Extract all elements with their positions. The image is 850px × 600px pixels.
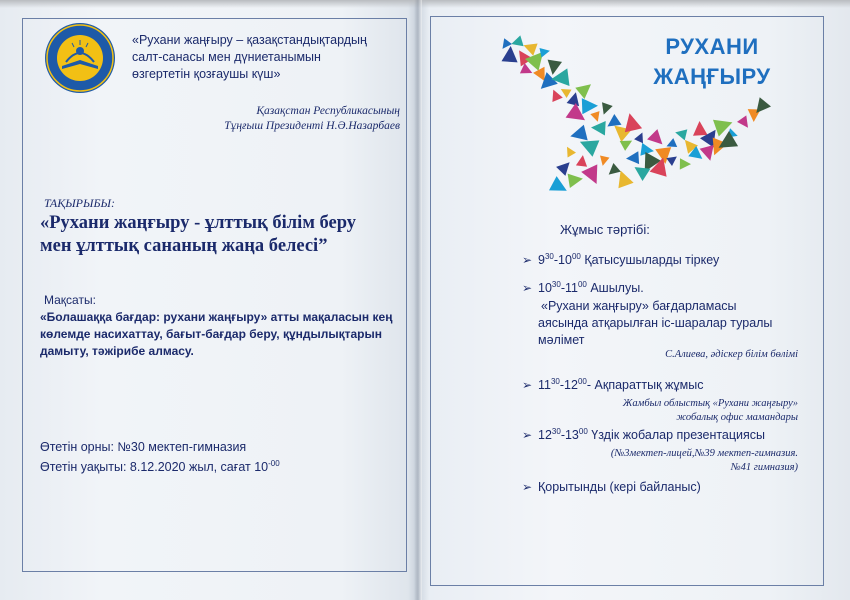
schedule-item xyxy=(522,279,644,297)
author-line: Қазақстан Республикасының xyxy=(256,105,400,117)
time-start-hour: 11 xyxy=(538,378,551,392)
time-end-hour: -13 xyxy=(560,428,579,442)
schedule-item xyxy=(522,376,704,394)
time-start-hour: 12 xyxy=(538,428,552,442)
bird-tile xyxy=(549,176,567,191)
event-venue: Өтетін орны: №30 мектеп-гимназия xyxy=(40,440,247,454)
arrow-bullet-icon: ➢ xyxy=(522,253,533,267)
bird-tile xyxy=(582,98,598,114)
bird-tile xyxy=(602,102,613,114)
schedule-text: Ашылуы. xyxy=(586,281,644,295)
bird-tile xyxy=(680,158,691,169)
ministry-logo xyxy=(44,22,116,94)
time-start-min: 30 xyxy=(544,251,554,261)
detail-line: «Рухани жаңғыру» бағдарламасы xyxy=(541,299,737,313)
time-end-min: 00 xyxy=(571,251,581,261)
note-line: Жамбыл облыстық «Рухани жаңғыру» xyxy=(622,398,798,409)
bird-tile xyxy=(675,129,687,140)
schedule-item xyxy=(522,426,766,444)
bird-tile xyxy=(524,44,538,56)
president-quote xyxy=(132,32,402,83)
bird-tile xyxy=(600,156,610,166)
bird-tile xyxy=(634,133,643,144)
opening-detail xyxy=(538,298,808,349)
bird-tile xyxy=(666,157,677,167)
bird-tile xyxy=(502,46,518,62)
schedule-item-closing xyxy=(522,479,701,496)
bird-tile xyxy=(548,60,562,75)
bird-tile xyxy=(618,171,633,189)
quote-author xyxy=(200,104,400,134)
brand-title xyxy=(612,32,812,92)
author-line: Тұңғыш Президенті Н.Ә.Назарбаев xyxy=(224,120,400,132)
time-start-min: 30 xyxy=(550,376,560,386)
time-start-min: 30 xyxy=(551,279,561,289)
bird-tile xyxy=(568,174,583,188)
time-end-hour: -11 xyxy=(560,281,578,295)
schedule-text: Қатысушыларды тіркеу xyxy=(580,253,720,267)
bird-tile xyxy=(580,140,600,156)
quote-line: өзгертетін қозғаушы күш» xyxy=(132,67,281,81)
topic-title xyxy=(40,212,400,258)
bird-tile xyxy=(667,138,678,147)
arrow-bullet-icon: ➢ xyxy=(522,480,533,494)
bird-tile xyxy=(647,129,662,144)
bird-tile xyxy=(570,125,587,141)
datetime-minutes: -00 xyxy=(268,458,280,468)
time-start-hour: 9 xyxy=(538,253,545,267)
schedule-title: Жұмыс тәртібі: xyxy=(560,222,650,237)
note-line: №41 гимназия) xyxy=(730,462,798,473)
time-end-min: 00 xyxy=(577,376,587,386)
note-line: (№3мектеп-лицей,№39 мектеп-гимназия. xyxy=(610,448,798,459)
time-end-hour: -10 xyxy=(553,253,572,267)
goal-label: Мақсаты: xyxy=(44,293,96,307)
center-fold xyxy=(414,0,422,600)
bird-tile xyxy=(625,113,642,132)
note-line: жобалық офис мамандары xyxy=(676,412,798,423)
bird-tile xyxy=(693,121,708,136)
quote-line: салт-санасы мен дүниетанымын xyxy=(132,50,321,64)
bird-tile xyxy=(567,147,576,158)
bird-tile xyxy=(591,121,606,136)
bird-tile xyxy=(607,114,621,127)
time-start-min: 30 xyxy=(551,426,561,436)
bird-tile xyxy=(561,89,572,98)
bird-tile xyxy=(756,97,771,113)
goal-text: «Болашаққа бағдар: рухани жаңғыру» атты мақаласын кең көлемде насихаттау, бағыт-бағдар беру, құндылықтарын дамыту, тәжірибе алмасу. xyxy=(40,310,393,358)
bird-tile xyxy=(556,162,570,176)
schedule-text: - Ақпараттық жұмыс xyxy=(586,378,704,392)
quote-line: «Рухани жаңғыру – қазақстандықтардың xyxy=(132,33,367,47)
bird-tile xyxy=(581,164,597,184)
schedule-text: Қорытынды (кері байланыс) xyxy=(538,480,701,494)
paper-shadow xyxy=(0,0,850,8)
bird-tile xyxy=(620,141,632,151)
schedule-item xyxy=(522,251,720,269)
arrow-bullet-icon: ➢ xyxy=(522,428,533,442)
bird-tile xyxy=(635,167,651,181)
time-end-hour: -12 xyxy=(559,378,578,392)
arrow-bullet-icon: ➢ xyxy=(522,378,533,392)
opening-speaker-note: С.Алиева, әдіскер білім бөлімі xyxy=(665,349,798,360)
datetime-text: Өтетін уақыты: 8.12.2020 жыл, сағат 10 xyxy=(40,460,269,474)
event-datetime xyxy=(40,460,280,474)
brand-line: ЖАҢҒЫРУ xyxy=(653,64,771,89)
schedule-text: Үздік жобалар презентациясы xyxy=(587,428,766,442)
bird-tile xyxy=(552,90,562,102)
bird-tile xyxy=(576,155,587,167)
bird-tile xyxy=(590,111,599,122)
presentation-schools-note xyxy=(560,447,798,475)
arrow-bullet-icon: ➢ xyxy=(522,281,533,295)
topic-line: мен ұлттық сананың жаңа белесі” xyxy=(40,236,328,256)
bird-tile xyxy=(511,35,523,46)
bird-tile xyxy=(609,163,621,175)
time-end-min: 00 xyxy=(577,279,587,289)
time-start-hour: 10 xyxy=(538,281,552,295)
detail-line: аясында атқарылған іс-шаралар туралы xyxy=(538,316,773,330)
topic-line: «Рухани жаңғыру - ұлттық білім беру xyxy=(40,213,357,233)
bird-tile xyxy=(737,115,748,127)
bird-tile xyxy=(575,84,591,99)
brand-line: РУХАНИ xyxy=(665,34,759,59)
bird-tile xyxy=(626,151,639,164)
info-speaker-note xyxy=(560,397,798,425)
time-end-min: 00 xyxy=(578,426,588,436)
detail-line: мәлімет xyxy=(538,333,585,347)
topic-label: ТАҚЫРЫБЫ: xyxy=(44,196,116,210)
